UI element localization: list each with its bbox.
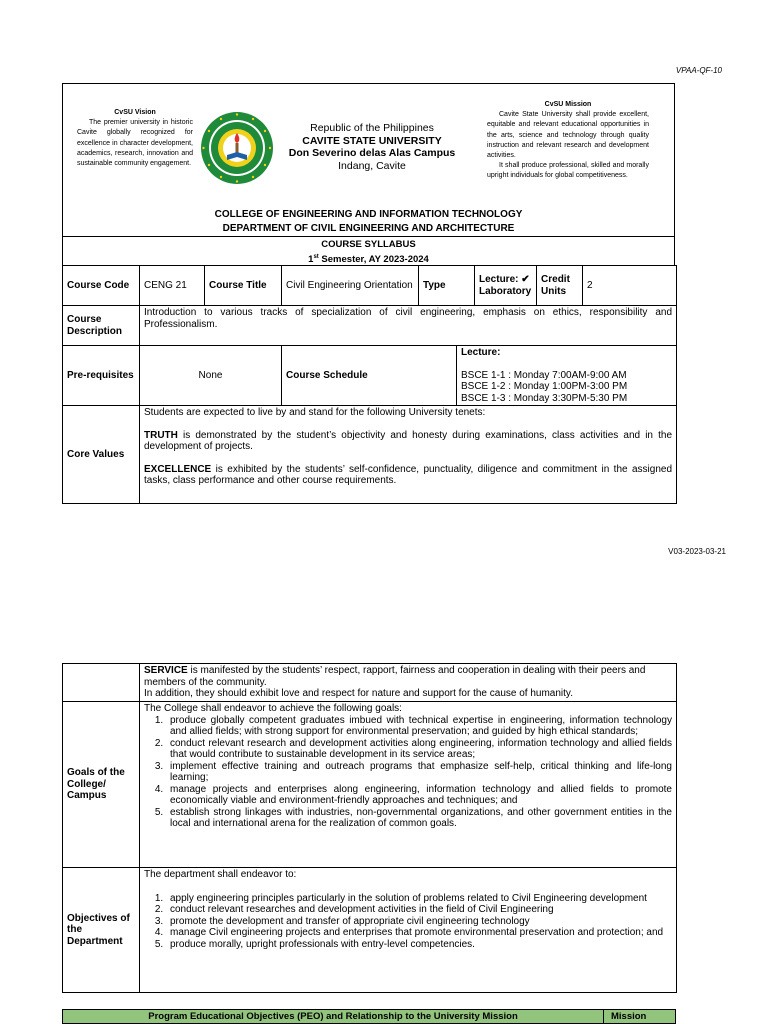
credit-units-label: Credit Units xyxy=(537,266,583,306)
semester-number: 1 xyxy=(308,254,314,266)
course-title-label: Course Title xyxy=(205,266,282,306)
goals-value xyxy=(140,702,677,868)
course-schedule-label: Course Schedule xyxy=(282,346,457,406)
university-name: CAVITE STATE UNIVERSITY xyxy=(302,134,442,147)
objectives-intro: The department shall endeavor to: xyxy=(144,869,297,880)
syllabus-title-block xyxy=(62,237,675,266)
excellence-term: EXCELLENCE xyxy=(144,463,212,475)
college-heading xyxy=(63,208,674,236)
core-values-continued-label xyxy=(63,664,140,702)
list-item: 1. apply engineering principles particularly in the solution of problems related to Civil Engineering development xyxy=(166,893,672,905)
cvsu-seal-icon xyxy=(200,111,274,185)
syllabus-title: COURSE SYLLABUS xyxy=(321,239,416,250)
service-text-2: In addition, they should exhibit love and respect for nature and support for the cause of humanity. xyxy=(144,688,573,699)
campus-location: Indang, Cavite xyxy=(338,159,406,172)
goals-list xyxy=(144,715,672,830)
document-code: VPAA-QF-10 xyxy=(675,66,722,75)
objectives-list xyxy=(144,893,672,951)
mission-heading: CvSU Mission xyxy=(544,101,592,108)
vision-heading: CvSU Vision xyxy=(114,109,156,116)
course-title-value: Civil Engineering Orientation xyxy=(282,266,419,306)
prerequisites-label: Pre-requisites xyxy=(63,346,140,406)
republic-line: Republic of the Philippines xyxy=(310,122,434,134)
service-value xyxy=(140,664,677,702)
peo-heading: Program Educational Objectives (PEO) and Relationship to the University Mission xyxy=(148,1011,518,1022)
vision-text: The premier university in historic Cavite globally recognized for excellence in character development, academics, research, innovation and sustainable community engagement. xyxy=(77,119,193,168)
syllabus-header xyxy=(62,83,675,237)
list-item: 4. manage projects and enterprises along engineering, information technology and allied fields to promote economically viable and environment-friendly approaches and techniques; and xyxy=(166,784,672,807)
schedule-heading: Lecture: xyxy=(461,347,501,358)
college-name: COLLEGE OF ENGINEERING AND INFORMATION TECHNOLOGY xyxy=(214,209,523,220)
course-code-label: Course Code xyxy=(63,266,140,306)
type-label: Type xyxy=(419,266,475,306)
course-code-value: CENG 21 xyxy=(140,266,205,306)
course-schedule-value xyxy=(457,346,677,406)
objectives-value xyxy=(140,868,677,993)
service-text: is manifested by the students’ respect, rapport, fairness and cooperation in dealing with their peers and members of the community. xyxy=(144,665,646,688)
truth-text: is demonstrated by the student’s objectivity and honesty during examinations, class activities and in the development of projects. xyxy=(144,429,673,452)
type-laboratory: Laboratory xyxy=(479,285,532,297)
schedule-line: BSCE 1-1 : Monday 7:00AM-9:00 AM xyxy=(461,369,627,381)
schedule-line: BSCE 1-3 : Monday 3:30PM-5:30 PM xyxy=(461,392,628,404)
type-value xyxy=(475,266,537,306)
prerequisites-value: None xyxy=(140,346,282,406)
core-values-value xyxy=(140,406,677,504)
truth-value xyxy=(144,430,672,453)
peo-divider xyxy=(603,1010,604,1023)
semester-suffix: st xyxy=(313,254,319,260)
excellence-value xyxy=(144,464,672,487)
peo-mission-heading: Mission xyxy=(611,1011,647,1022)
university-block xyxy=(277,122,467,172)
goals-objectives-table xyxy=(62,663,677,993)
list-item: 4. manage Civil engineering projects and enterprises that promote environmental preservation and protection; and xyxy=(166,927,672,939)
version-code: V03-2023-03-21 xyxy=(668,547,726,556)
mission-text-1: Cavite State University shall provide excellent, equitable and relevant educational opportunities in the arts, science and technology through quality instruction and relevant research and development activities. xyxy=(487,111,649,160)
truth-term: TRUTH xyxy=(144,429,178,441)
course-description-value: Introduction to various tracks of specialization of civil engineering, emphasis on ethics, responsibility and Professionalism. xyxy=(140,306,677,346)
peo-header-bar xyxy=(62,1009,676,1024)
schedule-line: BSCE 1-2 : Monday 1:00PM-3:00 PM xyxy=(461,381,628,392)
core-values-label: Core Values xyxy=(63,406,140,504)
list-item: 2. conduct relevant researches and development activities in the field of Civil Engineering xyxy=(166,904,672,916)
list-item: 1. produce globally competent graduates imbued with technical expertise in engineering, information technology and allied fields; with strong support for environmental preservation; and guided by high ethical standards; xyxy=(166,715,672,738)
list-item: 3. implement effective training and outreach programs that emphasize self-help, critical thinking and life-long learning; xyxy=(166,761,672,784)
semester-line xyxy=(63,251,674,266)
core-values-intro: Students are expected to live by and stand for the following University tenets: xyxy=(144,407,486,418)
department-name: DEPARTMENT OF CIVIL ENGINEERING AND ARCHITECTURE xyxy=(222,223,515,234)
list-item: 5. produce morally, upright professionals with entry-level competencies. xyxy=(166,939,672,951)
credit-units-value: 2 xyxy=(583,266,677,306)
mission-text-2: It shall produce professional, skilled and morally upright individuals for global competitiveness. xyxy=(487,162,649,180)
semester-text: Semester, AY 2023-2024 xyxy=(318,254,429,266)
excellence-text: is exhibited by the students’ self-confidence, punctuality, diligence and commitment in the assigned tasks, class performance and other course requirements. xyxy=(144,463,673,486)
service-term: SERVICE xyxy=(144,665,188,676)
campus-name: Don Severino delas Alas Campus xyxy=(288,147,456,159)
goals-label: Goals of the College/ Campus xyxy=(63,702,140,868)
list-item: 5. establish strong linkages with industries, non-governmental organizations, and other government entities in the local and international arena for the realization of common goals. xyxy=(166,807,672,830)
mission-block xyxy=(487,100,649,182)
list-item: 3. promote the development and transfer of appropriate civil engineering technology xyxy=(166,916,672,928)
goals-intro: The College shall endeavor to achieve the following goals: xyxy=(144,703,402,714)
course-info-table xyxy=(62,265,677,504)
list-item: 2. conduct relevant research and development activities along engineering, information technology and allied fields that would contribute to sustainable development in its service areas; xyxy=(166,738,672,761)
type-lecture: Lecture: ✔ xyxy=(479,274,530,285)
objectives-label: Objectives of the Department xyxy=(63,868,140,993)
course-description-label: Course Description xyxy=(63,306,140,346)
vision-block xyxy=(77,108,193,169)
